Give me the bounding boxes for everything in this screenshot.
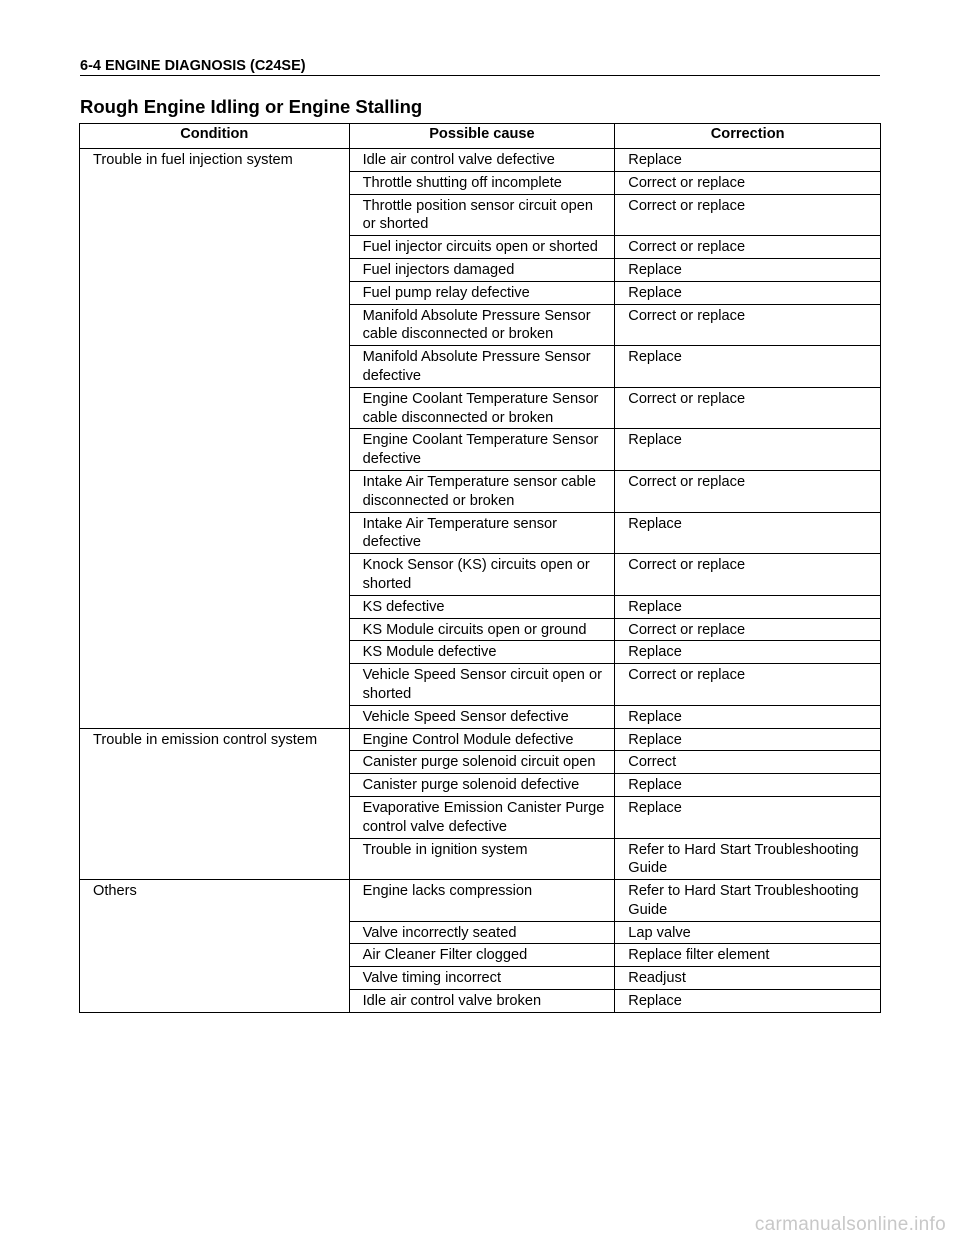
table-header-row bbox=[80, 124, 881, 149]
condition-cell: Trouble in emission control system bbox=[80, 728, 350, 880]
column-header-condition: Condition bbox=[80, 124, 350, 149]
possible-cause-cell: Trouble in ignition system bbox=[349, 838, 615, 880]
correction-cell: Lap valve bbox=[615, 921, 881, 944]
correction-cell: Correct or replace bbox=[615, 618, 881, 641]
possible-cause-cell: KS defective bbox=[349, 595, 615, 618]
possible-cause-cell: Idle air control valve broken bbox=[349, 990, 615, 1013]
correction-cell: Refer to Hard Start Troubleshooting Guide bbox=[615, 880, 881, 922]
possible-cause-cell: Engine Coolant Temperature Sensor cable disconnected or broken bbox=[349, 387, 615, 429]
possible-cause-cell: Canister purge solenoid circuit open bbox=[349, 751, 615, 774]
correction-cell: Replace bbox=[615, 641, 881, 664]
correction-cell: Replace bbox=[615, 595, 881, 618]
correction-cell: Replace bbox=[615, 728, 881, 751]
correction-cell: Correct or replace bbox=[615, 554, 881, 596]
possible-cause-cell: Intake Air Temperature sensor cable disconnected or broken bbox=[349, 470, 615, 512]
correction-cell: Correct or replace bbox=[615, 171, 881, 194]
section-title: Rough Engine Idling or Engine Stalling bbox=[80, 96, 423, 117]
condition-cell: Others bbox=[80, 880, 350, 1013]
possible-cause-cell: Engine lacks compression bbox=[349, 880, 615, 922]
correction-cell: Readjust bbox=[615, 967, 881, 990]
possible-cause-cell: KS Module defective bbox=[349, 641, 615, 664]
correction-cell: Replace bbox=[615, 346, 881, 388]
correction-cell: Refer to Hard Start Troubleshooting Guide bbox=[615, 838, 881, 880]
correction-cell: Correct or replace bbox=[615, 664, 881, 706]
correction-cell: Replace bbox=[615, 258, 881, 281]
correction-cell: Replace bbox=[615, 512, 881, 554]
possible-cause-cell: Air Cleaner Filter clogged bbox=[349, 944, 615, 967]
table-row bbox=[80, 149, 881, 172]
correction-cell: Replace bbox=[615, 774, 881, 797]
correction-cell: Replace bbox=[615, 990, 881, 1013]
watermark-text: carmanualsonline.info bbox=[754, 1214, 946, 1235]
possible-cause-cell: Fuel injector circuits open or shorted bbox=[349, 236, 615, 259]
correction-cell: Correct or replace bbox=[615, 470, 881, 512]
correction-cell: Replace filter element bbox=[615, 944, 881, 967]
correction-cell: Replace bbox=[615, 429, 881, 471]
possible-cause-cell: Throttle shutting off incomplete bbox=[349, 171, 615, 194]
correction-cell: Replace bbox=[615, 796, 881, 838]
correction-cell: Replace bbox=[615, 705, 881, 728]
possible-cause-cell: Evaporative Emission Canister Purge control valve defective bbox=[349, 796, 615, 838]
possible-cause-cell: KS Module circuits open or ground bbox=[349, 618, 615, 641]
possible-cause-cell: Knock Sensor (KS) circuits open or shorted bbox=[349, 554, 615, 596]
possible-cause-cell: Intake Air Temperature sensor defective bbox=[349, 512, 615, 554]
possible-cause-cell: Vehicle Speed Sensor defective bbox=[349, 705, 615, 728]
possible-cause-cell: Manifold Absolute Pressure Sensor defective bbox=[349, 346, 615, 388]
correction-cell: Correct bbox=[615, 751, 881, 774]
correction-cell: Correct or replace bbox=[615, 194, 881, 236]
possible-cause-cell: Fuel injectors damaged bbox=[349, 258, 615, 281]
table-row bbox=[80, 880, 881, 922]
possible-cause-cell: Canister purge solenoid defective bbox=[349, 774, 615, 797]
correction-cell: Correct or replace bbox=[615, 236, 881, 259]
possible-cause-cell: Engine Coolant Temperature Sensor defective bbox=[349, 429, 615, 471]
possible-cause-cell: Fuel pump relay defective bbox=[349, 281, 615, 304]
condition-cell: Trouble in fuel injection system bbox=[80, 149, 350, 729]
possible-cause-cell: Manifold Absolute Pressure Sensor cable disconnected or broken bbox=[349, 304, 615, 346]
table-row bbox=[80, 728, 881, 751]
correction-cell: Replace bbox=[615, 149, 881, 172]
possible-cause-cell: Valve incorrectly seated bbox=[349, 921, 615, 944]
correction-cell: Correct or replace bbox=[615, 387, 881, 429]
possible-cause-cell: Throttle position sensor circuit open or shorted bbox=[349, 194, 615, 236]
correction-cell: Correct or replace bbox=[615, 304, 881, 346]
possible-cause-cell: Vehicle Speed Sensor circuit open or shorted bbox=[349, 664, 615, 706]
possible-cause-cell: Engine Control Module defective bbox=[349, 728, 615, 751]
column-header-possible-cause: Possible cause bbox=[349, 124, 615, 149]
possible-cause-cell: Valve timing incorrect bbox=[349, 967, 615, 990]
page-header: 6-4 ENGINE DIAGNOSIS (C24SE) bbox=[80, 58, 880, 76]
possible-cause-cell: Idle air control valve defective bbox=[349, 149, 615, 172]
column-header-correction: Correction bbox=[615, 124, 881, 149]
diagnosis-table bbox=[79, 123, 881, 1013]
correction-cell: Replace bbox=[615, 281, 881, 304]
